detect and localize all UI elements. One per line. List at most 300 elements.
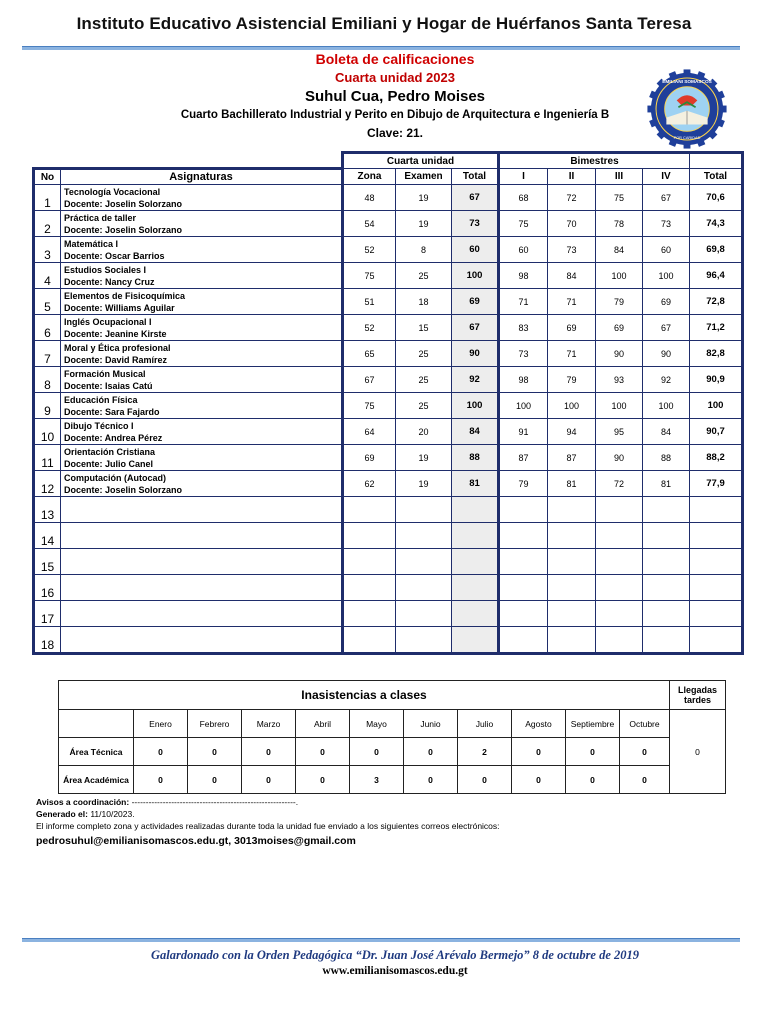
month-header: Septiembre: [566, 710, 620, 738]
absence-count: 0: [134, 766, 188, 794]
notices-value: ----------------------------------------------------------.: [129, 797, 299, 807]
grade-b3: 78: [596, 211, 643, 237]
grade-zona: 48: [343, 185, 396, 211]
grade-b4: 67: [643, 185, 690, 211]
teacher-name: Docente: Joselin Solorzano: [64, 198, 183, 209]
empty-grade-cell: [499, 575, 548, 601]
grade-b1: 98: [499, 263, 548, 289]
subject-name: Tecnología Vocacional: [64, 186, 161, 197]
subject-name: Orientación Cristiana: [64, 446, 156, 457]
empty-grade-cell: [452, 523, 499, 549]
header-divider: [22, 46, 740, 50]
col-subjects: Asignaturas: [61, 169, 343, 185]
grade-row: [34, 341, 743, 367]
empty-grade-cell: [548, 575, 596, 601]
subject-cell: [61, 445, 343, 471]
unit-group-header: Cuarta unidad: [343, 153, 499, 169]
empty-subject-cell: [61, 523, 343, 549]
absence-row: [59, 766, 726, 794]
empty-grade-cell: [690, 523, 743, 549]
empty-grade-cell: [643, 601, 690, 627]
grade-total: 100: [452, 263, 499, 289]
grade-final: 71,2: [690, 315, 743, 341]
grade-final: 90,7: [690, 419, 743, 445]
absence-row-label: Área Académica: [59, 766, 134, 794]
grade-zona: 52: [343, 237, 396, 263]
logo-cog-tooth: [684, 69, 691, 78]
report-info: El informe completo zona y actividades realizadas durante toda la unidad fue enviado a los siguientes correos electrónicos:: [36, 821, 500, 831]
row-number: 5: [34, 289, 61, 315]
grade-total: 69: [452, 289, 499, 315]
grade-examen: 19: [396, 471, 452, 497]
month-header: Agosto: [512, 710, 566, 738]
grade-row: [34, 237, 743, 263]
grade-row: [34, 185, 743, 211]
empty-grade-cell: [596, 575, 643, 601]
teacher-name: Docente: Andrea Pérez: [64, 432, 163, 443]
grade-b3: 90: [596, 341, 643, 367]
svg-text:POR CARIDAD: POR CARIDAD: [673, 135, 701, 141]
late-arrivals-value: 0: [670, 710, 726, 794]
empty-grade-cell: [343, 497, 396, 523]
subject-name: Elementos de Fisicoquímica: [64, 290, 186, 301]
grade-row: [34, 211, 743, 237]
grade-zona: 62: [343, 471, 396, 497]
generated-value: 11/10/2023.: [87, 809, 135, 819]
grade-b2: 84: [548, 263, 596, 289]
grade-b3: 93: [596, 367, 643, 393]
grade-b2: 71: [548, 341, 596, 367]
grade-zona: 51: [343, 289, 396, 315]
grade-b4: 100: [643, 393, 690, 419]
col-no: No: [34, 169, 61, 185]
grade-examen: 8: [396, 237, 452, 263]
empty-grade-cell: [452, 627, 499, 654]
grade-zona: 67: [343, 367, 396, 393]
subject-name: Formación Musical: [64, 368, 146, 379]
grade-final: 88,2: [690, 445, 743, 471]
subject-name: Educación Física: [64, 394, 138, 405]
grade-b1: 83: [499, 315, 548, 341]
subject-cell: [61, 211, 343, 237]
empty-grade-cell: [452, 601, 499, 627]
grade-b1: 87: [499, 445, 548, 471]
grade-b1: 75: [499, 211, 548, 237]
grade-row: [34, 393, 743, 419]
row-number: 12: [34, 471, 61, 497]
empty-grade-row: [34, 627, 743, 654]
header-spacer: [690, 153, 743, 169]
grade-total: 84: [452, 419, 499, 445]
grade-final: 96,4: [690, 263, 743, 289]
grade-total: 67: [452, 185, 499, 211]
row-number: 10: [34, 419, 61, 445]
logo-cog-tooth: [684, 140, 691, 149]
grade-b4: 73: [643, 211, 690, 237]
grade-total: 73: [452, 211, 499, 237]
grade-b4: 92: [643, 367, 690, 393]
empty-grade-cell: [343, 523, 396, 549]
empty-grade-cell: [343, 549, 396, 575]
empty-subject-cell: [61, 601, 343, 627]
career-line: Cuarto Bachillerato Industrial y Perito en Dibujo de Arquitectura e Ingeniería B: [180, 109, 610, 121]
empty-grade-cell: [596, 497, 643, 523]
logo-cog-tooth: [718, 106, 727, 113]
absence-count: 0: [350, 738, 404, 766]
email-addresses: pedrosuhul@emilianisomascos.edu.gt, 3013moises@gmail.com: [36, 835, 356, 847]
col-total-final: Total: [690, 169, 743, 185]
grade-total: 90: [452, 341, 499, 367]
grade-b2: 69: [548, 315, 596, 341]
row-number: 15: [34, 549, 61, 575]
teacher-name: Docente: Isaias Catú: [64, 380, 153, 391]
absence-row: [59, 738, 726, 766]
subject-cell: [61, 185, 343, 211]
subject-cell: [61, 315, 343, 341]
grade-examen: 19: [396, 445, 452, 471]
grade-b3: 95: [596, 419, 643, 445]
empty-grade-cell: [452, 497, 499, 523]
subject-cell: [61, 393, 343, 419]
teacher-name: Docente: Williams Aguilar: [64, 302, 175, 313]
empty-grade-row: [34, 575, 743, 601]
month-header: Febrero: [188, 710, 242, 738]
absence-count: 0: [134, 738, 188, 766]
absence-count: 0: [188, 766, 242, 794]
teacher-name: Docente: Oscar Barrios: [64, 250, 165, 261]
grade-zona: 65: [343, 341, 396, 367]
empty-grade-cell: [690, 601, 743, 627]
month-header: Marzo: [242, 710, 296, 738]
empty-subject-cell: [61, 627, 343, 654]
grade-b3: 79: [596, 289, 643, 315]
subject-cell: [61, 263, 343, 289]
grade-b1: 79: [499, 471, 548, 497]
col-bim-2: II: [548, 169, 596, 185]
grade-b4: 90: [643, 341, 690, 367]
absence-count: 0: [566, 766, 620, 794]
empty-grade-cell: [499, 497, 548, 523]
absences-table: [58, 680, 726, 794]
grade-zona: 75: [343, 393, 396, 419]
subject-cell: [61, 367, 343, 393]
grade-b3: 84: [596, 237, 643, 263]
empty-grade-cell: [596, 549, 643, 575]
empty-grade-cell: [452, 575, 499, 601]
empty-grade-row: [34, 601, 743, 627]
grade-b2: 73: [548, 237, 596, 263]
empty-grade-cell: [548, 523, 596, 549]
teacher-name: Docente: Sara Fajardo: [64, 406, 160, 417]
absence-count: 0: [512, 766, 566, 794]
month-header: Octubre: [620, 710, 670, 738]
grade-examen: 25: [396, 341, 452, 367]
empty-grade-cell: [396, 601, 452, 627]
grade-total: 81: [452, 471, 499, 497]
empty-grade-cell: [596, 627, 643, 654]
grade-b3: 75: [596, 185, 643, 211]
grade-b2: 72: [548, 185, 596, 211]
absence-count: 0: [566, 738, 620, 766]
teacher-name: Docente: Joselin Solorzano: [64, 484, 183, 495]
empty-grade-cell: [499, 627, 548, 654]
generated-label: Generado el:: [36, 809, 88, 819]
grade-final: 70,6: [690, 185, 743, 211]
generated-line: [36, 809, 135, 819]
row-number: 6: [34, 315, 61, 341]
grade-examen: 25: [396, 393, 452, 419]
grade-row: [34, 289, 743, 315]
grade-b4: 69: [643, 289, 690, 315]
grade-b1: 98: [499, 367, 548, 393]
grade-zona: 69: [343, 445, 396, 471]
col-bim-4: IV: [643, 169, 690, 185]
grade-final: 69,8: [690, 237, 743, 263]
absence-count: 0: [404, 738, 458, 766]
absences-title: Inasistencias a clases: [59, 681, 670, 710]
teacher-name: Docente: Joselin Solorzano: [64, 224, 183, 235]
grade-examen: 25: [396, 367, 452, 393]
month-header: Junio: [404, 710, 458, 738]
grade-b4: 67: [643, 315, 690, 341]
empty-subject-cell: [61, 549, 343, 575]
grade-examen: 25: [396, 263, 452, 289]
subject-cell: [61, 341, 343, 367]
late-arrivals-title: Llegadas tardes: [670, 681, 726, 710]
empty-grade-row: [34, 523, 743, 549]
subject-cell: [61, 471, 343, 497]
grade-b2: 87: [548, 445, 596, 471]
grade-row: [34, 419, 743, 445]
grades-table: [32, 151, 744, 655]
grade-b3: 69: [596, 315, 643, 341]
row-number: 13: [34, 497, 61, 523]
grade-b4: 84: [643, 419, 690, 445]
student-code: Clave: 21.: [366, 126, 424, 140]
row-number: 7: [34, 341, 61, 367]
absence-count: 2: [458, 738, 512, 766]
empty-grade-cell: [548, 601, 596, 627]
col-bim-1: I: [499, 169, 548, 185]
grade-final: 82,8: [690, 341, 743, 367]
empty-grade-cell: [396, 549, 452, 575]
empty-grade-cell: [396, 575, 452, 601]
empty-grade-cell: [343, 601, 396, 627]
subject-name: Práctica de taller: [64, 212, 137, 223]
absence-count: 0: [242, 738, 296, 766]
teacher-name: Docente: Julio Canel: [64, 458, 154, 469]
row-number: 14: [34, 523, 61, 549]
grade-total: 88: [452, 445, 499, 471]
grade-zona: 64: [343, 419, 396, 445]
month-header-blank: [59, 710, 134, 738]
empty-grade-cell: [690, 549, 743, 575]
empty-grade-cell: [643, 575, 690, 601]
empty-grade-cell: [452, 549, 499, 575]
grade-row: [34, 315, 743, 341]
absence-count: 0: [296, 766, 350, 794]
month-header: Enero: [134, 710, 188, 738]
absence-row-label: Área Técnica: [59, 738, 134, 766]
grade-b3: 100: [596, 393, 643, 419]
empty-grade-cell: [690, 575, 743, 601]
grade-row: [34, 445, 743, 471]
grade-row: [34, 471, 743, 497]
subject-name: Matemática I: [64, 238, 119, 249]
grade-b3: 72: [596, 471, 643, 497]
grade-total: 100: [452, 393, 499, 419]
empty-grade-cell: [548, 497, 596, 523]
absence-count: 0: [296, 738, 350, 766]
grade-b1: 68: [499, 185, 548, 211]
subject-name: Computación (Autocad): [64, 472, 166, 483]
subject-cell: [61, 237, 343, 263]
grade-b1: 73: [499, 341, 548, 367]
empty-grade-cell: [690, 627, 743, 654]
bimesters-group-header: Bimestres: [499, 153, 690, 169]
grade-total: 60: [452, 237, 499, 263]
grade-b2: 79: [548, 367, 596, 393]
empty-grade-cell: [548, 627, 596, 654]
grade-examen: 18: [396, 289, 452, 315]
row-number: 18: [34, 627, 61, 654]
absence-count: 0: [512, 738, 566, 766]
grade-row: [34, 367, 743, 393]
notices-line: [36, 797, 298, 807]
empty-grade-cell: [643, 627, 690, 654]
empty-subject-cell: [61, 575, 343, 601]
month-header: Abril: [296, 710, 350, 738]
footer-divider: [22, 938, 740, 942]
row-number: 2: [34, 211, 61, 237]
grade-b2: 94: [548, 419, 596, 445]
empty-grade-cell: [499, 549, 548, 575]
row-number: 17: [34, 601, 61, 627]
report-title: Boleta de calificaciones: [315, 51, 475, 67]
grade-zona: 54: [343, 211, 396, 237]
grade-examen: 19: [396, 211, 452, 237]
grade-b3: 90: [596, 445, 643, 471]
grade-examen: 15: [396, 315, 452, 341]
empty-grade-cell: [690, 497, 743, 523]
grade-row: [34, 263, 743, 289]
absence-count: 3: [350, 766, 404, 794]
empty-grade-cell: [643, 549, 690, 575]
empty-grade-cell: [343, 627, 396, 654]
row-number: 3: [34, 237, 61, 263]
grade-examen: 20: [396, 419, 452, 445]
col-total: Total: [452, 169, 499, 185]
empty-grade-cell: [396, 523, 452, 549]
empty-grade-cell: [499, 601, 548, 627]
grade-final: 74,3: [690, 211, 743, 237]
empty-grade-cell: [396, 627, 452, 654]
grade-final: 77,9: [690, 471, 743, 497]
grade-final: 72,8: [690, 289, 743, 315]
grade-b1: 100: [499, 393, 548, 419]
absence-count: 0: [404, 766, 458, 794]
row-number: 8: [34, 367, 61, 393]
subject-name: Moral y Ética profesional: [64, 342, 171, 353]
empty-subject-cell: [61, 497, 343, 523]
col-zona: Zona: [343, 169, 396, 185]
empty-grade-cell: [343, 575, 396, 601]
empty-grade-cell: [499, 523, 548, 549]
grade-zona: 75: [343, 263, 396, 289]
row-number: 1: [34, 185, 61, 211]
teacher-name: Docente: David Ramírez: [64, 354, 168, 365]
grade-b1: 71: [499, 289, 548, 315]
row-number: 4: [34, 263, 61, 289]
grade-zona: 52: [343, 315, 396, 341]
grade-b2: 70: [548, 211, 596, 237]
empty-grade-row: [34, 497, 743, 523]
teacher-name: Docente: Nancy Cruz: [64, 276, 155, 287]
website-link[interactable]: www.emilianisomascos.edu.gt: [322, 965, 468, 977]
svg-text:EMILIANI SOMASCOS: EMILIANI SOMASCOS: [662, 80, 712, 86]
grade-final: 90,9: [690, 367, 743, 393]
grade-total: 92: [452, 367, 499, 393]
empty-grade-cell: [596, 601, 643, 627]
empty-grade-cell: [643, 497, 690, 523]
absence-count: 0: [620, 766, 670, 794]
row-number: 11: [34, 445, 61, 471]
empty-grade-cell: [596, 523, 643, 549]
empty-grade-row: [34, 549, 743, 575]
school-seal-logo: [644, 66, 730, 152]
grade-b4: 81: [643, 471, 690, 497]
subject-name: Inglés Ocupacional I: [64, 316, 152, 327]
award-text: Galardonado con la Orden Pedagógica “Dr. Juan José Arévalo Bermejo” 8 de octubre de 2019: [150, 948, 640, 962]
grade-b1: 60: [499, 237, 548, 263]
grade-examen: 19: [396, 185, 452, 211]
grade-total: 67: [452, 315, 499, 341]
empty-grade-cell: [396, 497, 452, 523]
absence-count: 0: [458, 766, 512, 794]
month-header: Julio: [458, 710, 512, 738]
grade-b3: 100: [596, 263, 643, 289]
col-bim-3: III: [596, 169, 643, 185]
row-number: 9: [34, 393, 61, 419]
row-number: 16: [34, 575, 61, 601]
unit-title: Cuarta unidad 2023: [335, 70, 455, 85]
empty-grade-cell: [643, 523, 690, 549]
absence-count: 0: [188, 738, 242, 766]
grade-b4: 100: [643, 263, 690, 289]
grade-b2: 71: [548, 289, 596, 315]
school-name: Instituto Educativo Asistencial Emiliani y Hogar de Huérfanos Santa Teresa: [76, 14, 692, 33]
month-header: Mayo: [350, 710, 404, 738]
notices-label: Avisos a coordinación:: [36, 797, 130, 807]
grade-b1: 91: [499, 419, 548, 445]
subject-name: Dibujo Técnico I: [64, 420, 134, 431]
logo-cog-tooth: [647, 106, 656, 113]
teacher-name: Docente: Jeanine Kirste: [64, 328, 167, 339]
grade-b2: 100: [548, 393, 596, 419]
grade-final: 100: [690, 393, 743, 419]
absence-count: 0: [242, 766, 296, 794]
subject-cell: [61, 419, 343, 445]
student-name: Suhul Cua, Pedro Moises: [304, 88, 486, 105]
grade-b2: 81: [548, 471, 596, 497]
subject-name: Estudios Sociales I: [64, 264, 147, 275]
absence-count: 0: [620, 738, 670, 766]
subject-cell: [61, 289, 343, 315]
col-examen: Examen: [396, 169, 452, 185]
empty-grade-cell: [548, 549, 596, 575]
grade-b4: 88: [643, 445, 690, 471]
grade-b4: 60: [643, 237, 690, 263]
